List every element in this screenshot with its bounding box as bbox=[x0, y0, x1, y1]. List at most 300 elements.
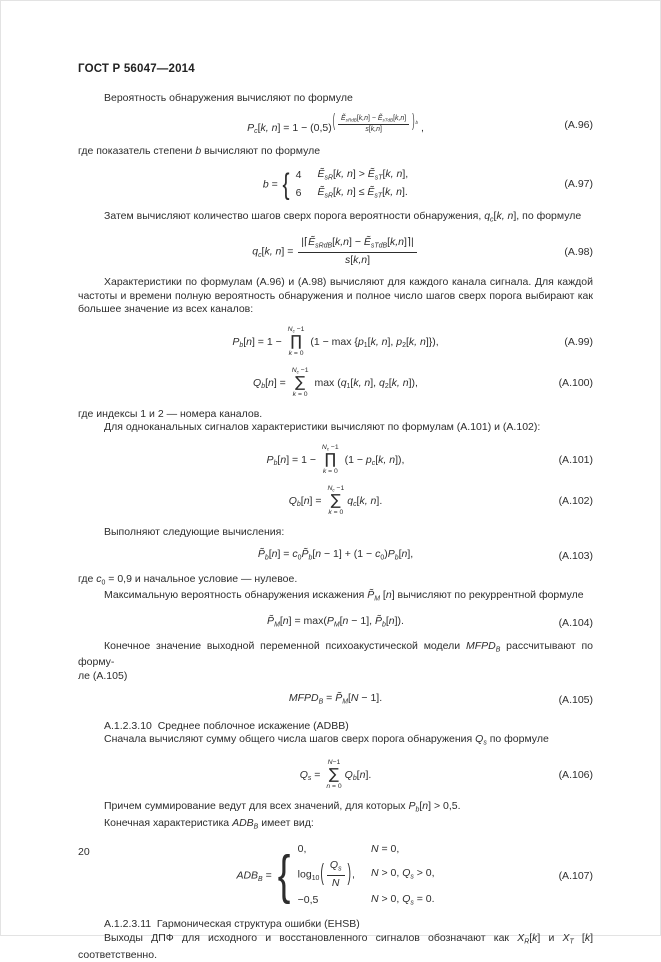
text-run: = bbox=[262, 869, 275, 882]
text-run: Выходы ДПФ для исходного и восстановленного сигналов обозначают как bbox=[104, 931, 518, 944]
formula-row bbox=[78, 759, 593, 791]
text-run: (1 − bbox=[341, 453, 366, 466]
formula bbox=[300, 759, 372, 791]
formula bbox=[258, 548, 413, 563]
text-run: = 0 bbox=[330, 782, 342, 790]
case-condition bbox=[318, 168, 409, 183]
text-run: > 0, bbox=[413, 867, 435, 880]
text-run: ] > 0,5. bbox=[428, 800, 461, 812]
math-var: B bbox=[253, 823, 259, 831]
paragraph bbox=[78, 720, 593, 734]
big-operator bbox=[327, 485, 344, 517]
text-run: Выполняют следующие вычисления: bbox=[104, 525, 285, 538]
paragraph bbox=[78, 408, 593, 422]
text-run: ] ≤ bbox=[352, 185, 368, 198]
text-run: −1 bbox=[298, 366, 309, 374]
text-run: Для одноканальных сигналов характеристики вычисляют по формулам (А.101) и (А.102): bbox=[104, 421, 541, 434]
text-run: − 1] + (1 − bbox=[321, 548, 376, 561]
math-var: s bbox=[307, 775, 312, 783]
formula-row bbox=[78, 367, 593, 399]
text-run: рассчитывают по форму- bbox=[78, 639, 593, 669]
text-run: [ bbox=[398, 548, 402, 561]
formula-label: (А.96) bbox=[564, 119, 593, 132]
formula-row bbox=[78, 168, 593, 201]
math-var: k, n bbox=[359, 494, 377, 507]
text-run: [ bbox=[573, 931, 585, 944]
subscript bbox=[312, 875, 320, 882]
math-var: N bbox=[350, 692, 359, 705]
math-var: P̃ bbox=[257, 548, 265, 561]
text-run: −0,5 bbox=[297, 894, 319, 907]
text-run: = 0. bbox=[413, 893, 435, 906]
numerator bbox=[298, 236, 416, 253]
math-var: sR bbox=[324, 174, 333, 182]
denominator bbox=[327, 876, 345, 890]
text-run: [ bbox=[367, 335, 371, 348]
formula-label: (А.104) bbox=[558, 616, 593, 629]
text-run: , bbox=[418, 121, 424, 134]
text-run: [ bbox=[382, 167, 386, 180]
formula bbox=[232, 326, 438, 358]
math-var: sRdB bbox=[315, 242, 333, 250]
text-run: вычисляют по формуле bbox=[201, 145, 321, 158]
case-condition bbox=[371, 867, 435, 882]
cases-block bbox=[275, 843, 435, 908]
math-var: k bbox=[328, 508, 332, 516]
text-run: имеет вид: bbox=[258, 816, 314, 829]
text-run: − 1], bbox=[348, 615, 375, 628]
text-run: − 1]. bbox=[358, 692, 383, 705]
operator-symbol: ∏ bbox=[290, 331, 302, 350]
math-var: X bbox=[517, 931, 525, 944]
math-var: T bbox=[569, 938, 574, 946]
paragraph bbox=[78, 145, 593, 159]
math-var: s bbox=[483, 739, 487, 747]
math-var: k,n bbox=[370, 126, 380, 134]
math-var: n bbox=[268, 376, 274, 389]
math-var: c bbox=[258, 251, 262, 259]
text-run: [ bbox=[493, 210, 497, 223]
math-var: N bbox=[287, 325, 293, 333]
math-var: k, n bbox=[370, 335, 388, 348]
text-run: = 0 bbox=[291, 349, 304, 357]
math-var: sR bbox=[324, 192, 333, 200]
text-run: = 0 bbox=[296, 390, 308, 398]
subscript bbox=[338, 865, 341, 872]
math-var: Ẽ bbox=[367, 185, 375, 198]
text-run: [ bbox=[332, 236, 335, 248]
math-var: B bbox=[495, 645, 501, 653]
text-run: Конечное значение выходной переменной психоакустической модели bbox=[104, 639, 466, 652]
text-run: ] = max( bbox=[288, 615, 327, 628]
text-run: [ bbox=[356, 768, 360, 781]
paren-glyph: ( bbox=[320, 860, 324, 887]
text-run: [ bbox=[279, 615, 283, 628]
operator-limit bbox=[323, 468, 338, 476]
paragraph bbox=[78, 817, 593, 834]
formula bbox=[236, 843, 434, 908]
math-var: s bbox=[344, 254, 351, 267]
text-run: по формуле bbox=[486, 733, 549, 746]
text-run: ] bbox=[367, 254, 371, 267]
math-var: c bbox=[254, 127, 258, 135]
text-run: А.1.2.3.10 Среднее поблочное искажение (ADBB) bbox=[104, 719, 349, 732]
text-run: ] = 1 − bbox=[286, 453, 319, 466]
cases-block bbox=[281, 168, 409, 201]
operator-symbol: ∑ bbox=[295, 372, 306, 391]
operator-limit bbox=[289, 350, 304, 358]
math-var: b bbox=[308, 554, 313, 562]
cases-brace: { bbox=[282, 167, 290, 201]
math-var: q bbox=[252, 245, 259, 258]
formula-row bbox=[78, 615, 593, 630]
math-var: b bbox=[273, 460, 278, 468]
text-run: = 0, bbox=[378, 842, 400, 855]
math-var: k, n bbox=[385, 185, 402, 198]
paragraph bbox=[78, 210, 593, 227]
formula-label: (А.103) bbox=[558, 550, 593, 563]
paragraph bbox=[78, 932, 593, 962]
text-run: ]), bbox=[408, 376, 418, 389]
stretchy-paren bbox=[319, 859, 352, 890]
math-var: q bbox=[347, 494, 354, 507]
math-var: k bbox=[584, 931, 591, 944]
math-var: N bbox=[370, 893, 379, 906]
math-var: k, n bbox=[408, 335, 426, 348]
case-expression bbox=[298, 894, 355, 907]
math-var: N bbox=[327, 758, 333, 766]
math-var: P bbox=[232, 335, 240, 348]
math-var: N bbox=[370, 867, 379, 880]
math-var: M bbox=[333, 621, 340, 629]
math-var: Ẽ bbox=[317, 185, 325, 198]
big-operator bbox=[288, 326, 305, 358]
math-var: k, n bbox=[260, 121, 278, 134]
case-condition bbox=[371, 843, 435, 856]
text-run: |⌈ bbox=[301, 236, 309, 248]
text-run: 1 bbox=[363, 341, 368, 349]
text-run: ) bbox=[384, 548, 388, 561]
paragraph bbox=[78, 421, 593, 435]
formula-label: (А.107) bbox=[558, 869, 593, 882]
text-run: ], bbox=[370, 376, 380, 389]
math-var: k bbox=[322, 467, 327, 475]
math-var: Q bbox=[402, 867, 411, 880]
text-run: [ bbox=[375, 453, 379, 466]
paragraph bbox=[78, 640, 593, 670]
text-run: [ bbox=[312, 548, 316, 561]
math-var: s bbox=[410, 873, 414, 881]
text-run: [ bbox=[333, 167, 336, 180]
paren-glyph: ( bbox=[332, 113, 336, 132]
formula-label: (А.99) bbox=[564, 335, 593, 348]
math-var: s bbox=[410, 899, 414, 907]
text-run: Затем вычисляют количество шагов сверх порога вероятности обнаружения, bbox=[104, 210, 485, 223]
math-var: q bbox=[379, 376, 385, 389]
text-run: 10 bbox=[311, 874, 320, 882]
paragraph bbox=[78, 573, 593, 590]
math-var: c bbox=[296, 369, 299, 375]
math-var: sRdB bbox=[345, 117, 357, 123]
text-run: [ bbox=[339, 615, 343, 628]
math-var: P bbox=[266, 453, 274, 466]
formula-row bbox=[78, 444, 593, 476]
text-run: ] = bbox=[273, 376, 289, 389]
math-var: B bbox=[318, 698, 324, 706]
text-run: А.1.2.3.11 Гармоническая структура ошибки (EHSB) bbox=[104, 918, 360, 931]
paragraph bbox=[78, 733, 593, 750]
math-var: Ẽ bbox=[377, 114, 383, 122]
math-var: sT bbox=[374, 174, 383, 182]
math-var: sT bbox=[374, 192, 383, 200]
math-var: k bbox=[292, 390, 297, 398]
math-var: M bbox=[374, 595, 381, 603]
text-run: ]), bbox=[395, 453, 405, 466]
text-run: [ bbox=[333, 185, 336, 198]
text-run: [ bbox=[385, 615, 389, 628]
document-content bbox=[78, 92, 593, 962]
text-run: = 0 bbox=[331, 508, 344, 516]
paren-content bbox=[336, 115, 411, 135]
math-var: c bbox=[490, 216, 494, 224]
text-run: ] и bbox=[537, 931, 563, 944]
text-run: где bbox=[78, 572, 97, 585]
text-run: 2 bbox=[384, 383, 389, 391]
text-run: ле (А.105) bbox=[78, 669, 128, 682]
fraction bbox=[325, 859, 347, 890]
text-run: ]). bbox=[394, 615, 404, 628]
math-var: c bbox=[353, 501, 357, 509]
math-var: k, n bbox=[385, 167, 403, 180]
text-run: ]. bbox=[401, 185, 408, 198]
text-run: ], bbox=[387, 335, 397, 348]
math-var: N bbox=[370, 842, 379, 855]
text-run: [ bbox=[347, 692, 351, 705]
math-var: b bbox=[261, 383, 266, 391]
formula bbox=[267, 444, 405, 476]
text-run: 6 bbox=[295, 186, 302, 199]
math-var: n bbox=[303, 494, 310, 507]
math-var: Q bbox=[299, 768, 308, 781]
math-var: n bbox=[342, 615, 349, 628]
text-run: ] = 1 − bbox=[251, 335, 285, 348]
text-run: Характеристики по формулам (А.96) и (А.98) вычисляют для каждого канала сигнала. Для каждой частоты и времени полную вероятность обнаружения и полное число шагов сверх порога выбирают как большее значение из всех каналов: bbox=[78, 276, 593, 316]
text-run: [ bbox=[529, 931, 533, 944]
text-run: ] bbox=[404, 114, 407, 122]
formula-label: (А.100) bbox=[558, 376, 593, 389]
text-run: ], bbox=[407, 548, 414, 561]
math-var: b bbox=[262, 178, 269, 191]
math-var: s bbox=[338, 865, 342, 873]
denominator bbox=[338, 125, 409, 135]
paren-content bbox=[325, 859, 347, 890]
math-var: k bbox=[288, 349, 292, 357]
formula-label: (А.98) bbox=[564, 245, 593, 258]
case-expression bbox=[298, 859, 355, 890]
text-run: Сначала вычисляют сумму общего числа шагов сверх порога обнаружения bbox=[104, 733, 476, 746]
text-run: ] bbox=[379, 126, 382, 134]
text-run: Конечная характеристика bbox=[104, 816, 233, 829]
text-run: [ bbox=[268, 548, 272, 561]
formula bbox=[263, 168, 408, 201]
text-run: [ bbox=[350, 254, 354, 267]
formula-label: (А.105) bbox=[558, 693, 593, 706]
text-run: ] = bbox=[281, 245, 297, 258]
fraction bbox=[296, 236, 418, 267]
math-var: p bbox=[357, 335, 364, 348]
math-var: n bbox=[359, 768, 366, 781]
math-var: b bbox=[394, 554, 399, 562]
formula bbox=[289, 692, 382, 707]
text-run: , bbox=[352, 868, 355, 881]
formula bbox=[253, 367, 418, 399]
numerator bbox=[338, 115, 409, 126]
text-run: ], bbox=[402, 167, 409, 180]
math-var: M bbox=[342, 698, 348, 706]
math-var: n bbox=[401, 548, 408, 561]
math-var: Ẽ bbox=[363, 236, 371, 248]
math-var: P bbox=[387, 548, 395, 561]
numerator bbox=[327, 859, 345, 876]
text-run: ] вычисляют по рекуррентной формуле bbox=[391, 589, 584, 602]
text-run: где показатель степени bbox=[78, 145, 196, 158]
paragraph bbox=[78, 92, 593, 106]
operator-limit bbox=[326, 783, 341, 791]
text-run: [ bbox=[277, 453, 281, 466]
math-var: M bbox=[274, 621, 280, 629]
subscript bbox=[345, 114, 359, 123]
text-run: ]}), bbox=[425, 335, 439, 348]
formula-label: (А.102) bbox=[558, 494, 593, 507]
math-var: Q bbox=[329, 858, 339, 871]
cases-brace: { bbox=[277, 844, 290, 905]
paragraph bbox=[78, 276, 593, 317]
operator-limit bbox=[293, 391, 308, 399]
math-var: N bbox=[321, 443, 327, 451]
case-expression bbox=[296, 169, 302, 182]
text-run: ]. bbox=[365, 768, 372, 781]
subscript bbox=[315, 242, 332, 249]
math-var: MFPD bbox=[465, 639, 496, 652]
math-var: n bbox=[422, 800, 429, 812]
math-var: k,n bbox=[358, 114, 368, 122]
math-var: P bbox=[247, 121, 255, 134]
text-run: log bbox=[297, 868, 312, 881]
math-var: b bbox=[296, 501, 301, 509]
math-var: P̃ bbox=[367, 589, 375, 602]
case-expression bbox=[296, 187, 302, 200]
text-run: −1 bbox=[334, 484, 345, 492]
text-run: [ bbox=[356, 114, 359, 122]
math-var: P bbox=[326, 615, 334, 628]
math-var: k, n bbox=[353, 376, 371, 389]
cases-grid bbox=[298, 843, 435, 908]
math-var: k, n bbox=[378, 453, 396, 466]
math-var: MFPD bbox=[288, 692, 319, 705]
math-var: ADB bbox=[232, 816, 254, 829]
text-run: 1 bbox=[346, 383, 351, 391]
text-run: 0 bbox=[380, 554, 385, 562]
math-var: n bbox=[280, 453, 287, 466]
math-var: P̃ bbox=[374, 615, 382, 628]
math-var: k,n bbox=[335, 236, 350, 248]
math-var: Ẽ bbox=[341, 114, 346, 122]
page-header: ГОСТ Р 56047—2014 bbox=[78, 63, 195, 75]
stretchy-paren bbox=[332, 115, 416, 135]
text-run: 2 bbox=[402, 341, 406, 349]
text-run: Максимальную вероятность обнаружения искажения bbox=[104, 589, 368, 602]
paragraph bbox=[78, 918, 593, 932]
math-var: N bbox=[291, 366, 297, 374]
math-var: Ẽ bbox=[317, 167, 325, 180]
paren-glyph: ) bbox=[412, 113, 415, 132]
text-run: ] = bbox=[277, 548, 293, 561]
math-var: k,n bbox=[395, 114, 405, 122]
text-run: [ bbox=[261, 245, 265, 258]
math-var: P̃ bbox=[301, 548, 309, 561]
math-var: P̃ bbox=[335, 692, 343, 705]
math-var: Q bbox=[288, 494, 297, 507]
math-var: c bbox=[96, 572, 102, 585]
text-run: −1 bbox=[294, 325, 305, 333]
subscript bbox=[382, 114, 396, 123]
math-var: ADB bbox=[236, 869, 259, 882]
math-var: k bbox=[532, 931, 538, 944]
math-var: Q bbox=[253, 376, 262, 389]
math-var: b bbox=[239, 341, 244, 349]
math-var: b bbox=[415, 120, 419, 125]
paren-glyph: ) bbox=[347, 860, 352, 887]
math-var: n bbox=[282, 615, 289, 628]
math-var: k,n bbox=[390, 236, 405, 248]
text-run: Вероятность обнаружения вычисляют по формуле bbox=[104, 92, 353, 104]
math-var: Ẽ bbox=[308, 236, 316, 248]
denominator bbox=[298, 253, 416, 267]
text-run: [ bbox=[243, 335, 247, 348]
text-run: [ bbox=[257, 121, 261, 134]
math-var: n bbox=[315, 548, 322, 561]
text-run: = 0 bbox=[326, 467, 338, 475]
text-run: ] = bbox=[309, 494, 325, 507]
math-var: X bbox=[562, 931, 570, 944]
math-var: N bbox=[327, 484, 333, 492]
text-run: ] − bbox=[349, 236, 364, 248]
math-var: c bbox=[332, 487, 335, 493]
text-run: ] > bbox=[352, 167, 368, 180]
subscript bbox=[325, 174, 333, 181]
text-run: [ bbox=[388, 376, 392, 389]
math-var: b bbox=[264, 554, 269, 562]
text-run: [ bbox=[265, 376, 268, 389]
formula bbox=[247, 115, 424, 137]
subscript bbox=[374, 192, 382, 199]
math-var: Q bbox=[344, 768, 353, 781]
text-run: [ bbox=[419, 800, 423, 812]
math-var: c bbox=[375, 548, 381, 561]
case-condition bbox=[318, 186, 409, 201]
text-run: max ( bbox=[311, 376, 341, 389]
text-run: [ bbox=[387, 236, 390, 248]
text-run: = bbox=[311, 768, 324, 781]
math-var: b bbox=[352, 775, 357, 783]
case-condition bbox=[371, 893, 435, 908]
text-run: ]⌉| bbox=[404, 236, 414, 248]
formula-label: (А.101) bbox=[558, 453, 593, 466]
math-var: R bbox=[524, 938, 530, 946]
math-var: b bbox=[415, 806, 420, 814]
math-var: Ẽ bbox=[367, 167, 375, 180]
math-var: c bbox=[371, 460, 376, 468]
